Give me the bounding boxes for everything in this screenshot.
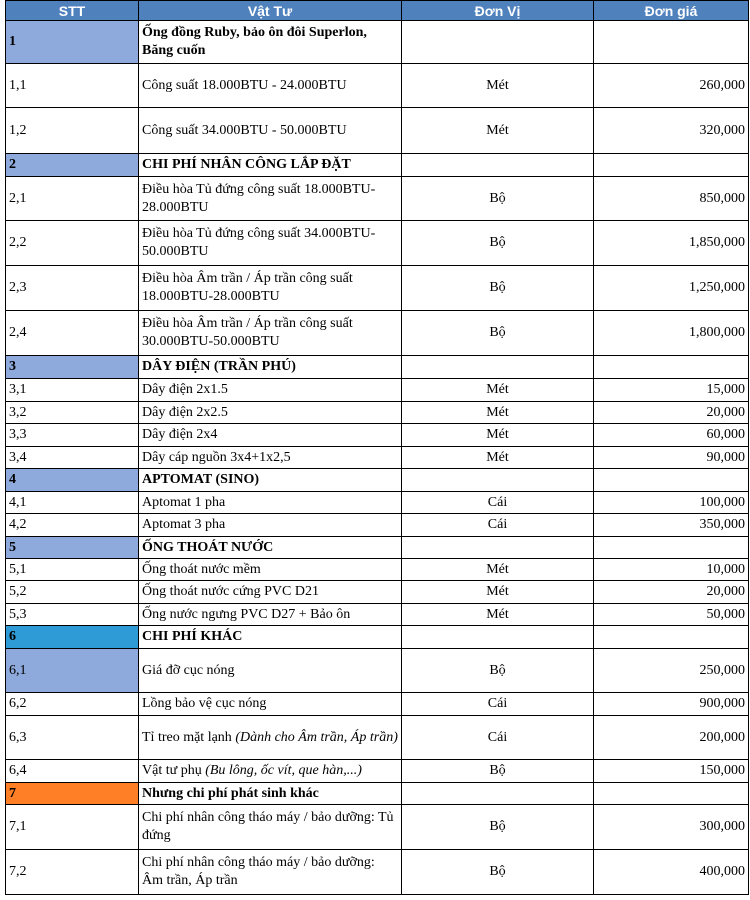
row-price: 100,000 — [594, 492, 749, 514]
row-item-text: Tỉ treo mặt lạnh — [142, 729, 236, 745]
row-unit: Bộ — [402, 311, 594, 356]
table-row — [6, 402, 749, 424]
section-number: 2 — [6, 154, 139, 177]
section-number: 1 — [6, 21, 139, 64]
section-title: ỐNG THOÁT NƯỚC — [139, 537, 402, 559]
table-row — [6, 221, 749, 266]
row-unit: Mét — [402, 379, 594, 402]
section-row — [6, 537, 749, 559]
row-number: 2,2 — [6, 221, 139, 266]
row-price: 1,250,000 — [594, 266, 749, 311]
price-table — [5, 0, 749, 895]
row-number: 4,2 — [6, 514, 139, 537]
row-price: 320,000 — [594, 108, 749, 154]
row-price: 850,000 — [594, 177, 749, 221]
table-body — [6, 21, 749, 895]
table-row — [6, 559, 749, 581]
row-number: 2,1 — [6, 177, 139, 221]
row-price: 50,000 — [594, 604, 749, 626]
row-item: Chi phí nhân công tháo máy / bảo dưỡng: Tủ đứng — [139, 805, 402, 850]
row-number: 2,4 — [6, 311, 139, 356]
section-title: DÂY ĐIỆN (TRẦN PHÚ) — [139, 356, 402, 379]
row-unit: Bộ — [402, 177, 594, 221]
section-number: 5 — [6, 537, 139, 559]
table-row — [6, 379, 749, 402]
row-item: Giá đỡ cục nóng — [139, 649, 402, 693]
table-row — [6, 850, 749, 895]
row-number: 5,2 — [6, 581, 139, 604]
row-unit: Mét — [402, 604, 594, 626]
row-item: Dây điện 2x2.5 — [139, 402, 402, 424]
row-item: Công suất 18.000BTU - 24.000BTU — [139, 64, 402, 108]
section-row — [6, 356, 749, 379]
row-price: 10,000 — [594, 559, 749, 581]
row-number: 3,1 — [6, 379, 139, 402]
row-price: 150,000 — [594, 760, 749, 783]
header-row — [6, 1, 749, 21]
row-item: Dây cáp nguồn 3x4+1x2,5 — [139, 447, 402, 469]
section-title: APTOMAT (SINO) — [139, 469, 402, 492]
row-unit: Mét — [402, 424, 594, 447]
table-row — [6, 581, 749, 604]
row-unit: Cái — [402, 514, 594, 537]
row-price: 200,000 — [594, 716, 749, 760]
column-header-stt: STT — [6, 1, 139, 21]
row-unit: Mét — [402, 64, 594, 108]
row-price: 300,000 — [594, 805, 749, 850]
row-item: Điều hòa Âm trần / Áp trần công suất 30.000BTU-50.000BTU — [139, 311, 402, 356]
row-number: 3,2 — [6, 402, 139, 424]
row-number: 6,1 — [6, 649, 139, 693]
table-row — [6, 108, 749, 154]
table-row — [6, 604, 749, 626]
section-title: CHI PHÍ NHÂN CÔNG LẮP ĐẶT — [139, 154, 402, 177]
row-number: 1,1 — [6, 64, 139, 108]
row-unit: Mét — [402, 447, 594, 469]
row-unit: Mét — [402, 581, 594, 604]
row-item: Chi phí nhân công tháo máy / bảo dưỡng: Âm trần, Áp trần — [139, 850, 402, 895]
row-price: 20,000 — [594, 402, 749, 424]
row-number: 3,3 — [6, 424, 139, 447]
section-row — [6, 469, 749, 492]
table-row — [6, 492, 749, 514]
table-row — [6, 64, 749, 108]
row-item: Dây điện 2x1.5 — [139, 379, 402, 402]
row-item: Điều hòa Âm trần / Áp trần công suất 18.000BTU-28.000BTU — [139, 266, 402, 311]
row-price: 1,800,000 — [594, 311, 749, 356]
row-item: Công suất 34.000BTU - 50.000BTU — [139, 108, 402, 154]
row-item: Điều hòa Tủ đứng công suất 34.000BTU-50.000BTU — [139, 221, 402, 266]
row-item: Lồng bảo vệ cục nóng — [139, 693, 402, 716]
row-unit: Mét — [402, 108, 594, 154]
row-number: 4,1 — [6, 492, 139, 514]
row-item: Dây điện 2x4 — [139, 424, 402, 447]
column-header-item: Vật Tư — [139, 1, 402, 21]
section-row — [6, 626, 749, 649]
row-unit: Mét — [402, 402, 594, 424]
row-unit: Cái — [402, 693, 594, 716]
row-item: Ống thoát nước cứng PVC D21 — [139, 581, 402, 604]
table-row — [6, 693, 749, 716]
section-number: 3 — [6, 356, 139, 379]
row-number: 3,4 — [6, 447, 139, 469]
row-number: 6,4 — [6, 760, 139, 783]
section-row — [6, 21, 749, 64]
row-unit: Bộ — [402, 805, 594, 850]
row-price: 60,000 — [594, 424, 749, 447]
column-header-price: Đơn giá — [594, 1, 749, 21]
row-price: 400,000 — [594, 850, 749, 895]
row-unit: Cái — [402, 716, 594, 760]
row-price: 90,000 — [594, 447, 749, 469]
row-number: 5,3 — [6, 604, 139, 626]
section-title: Ống đồng Ruby, bảo ôn đôi Superlon, Băng cuốn — [139, 21, 402, 64]
section-number: 4 — [6, 469, 139, 492]
table-row — [6, 760, 749, 783]
row-item — [139, 716, 402, 760]
row-item: Ống nước ngưng PVC D27 + Bảo ôn — [139, 604, 402, 626]
table-row — [6, 649, 749, 693]
row-number: 5,1 — [6, 559, 139, 581]
row-number: 6,2 — [6, 693, 139, 716]
row-item-note: (Dành cho Âm trần, Áp trần) — [235, 729, 398, 745]
table-row — [6, 311, 749, 356]
row-number: 7,1 — [6, 805, 139, 850]
table-row — [6, 447, 749, 469]
row-unit: Bộ — [402, 850, 594, 895]
row-price: 20,000 — [594, 581, 749, 604]
row-number: 6,3 — [6, 716, 139, 760]
row-item-text: Vật tư phụ — [142, 763, 206, 778]
row-item: Điều hòa Tủ đứng công suất 18.000BTU-28.000BTU — [139, 177, 402, 221]
column-header-unit: Đơn Vị — [402, 1, 594, 21]
section-row — [6, 154, 749, 177]
row-price: 260,000 — [594, 64, 749, 108]
row-unit: Bộ — [402, 266, 594, 311]
table-row — [6, 514, 749, 537]
section-number: 6 — [6, 626, 139, 649]
section-row — [6, 783, 749, 805]
row-unit: Mét — [402, 559, 594, 581]
row-price: 250,000 — [594, 649, 749, 693]
row-price: 350,000 — [594, 514, 749, 537]
row-item-note: (Bu lông, ốc vít, que hàn,...) — [205, 763, 362, 778]
table-row — [6, 177, 749, 221]
section-title: CHI PHÍ KHÁC — [139, 626, 402, 649]
row-price: 900,000 — [594, 693, 749, 716]
row-unit: Cái — [402, 492, 594, 514]
row-item — [139, 760, 402, 783]
row-number: 7,2 — [6, 850, 139, 895]
row-item: Aptomat 3 pha — [139, 514, 402, 537]
row-number: 2,3 — [6, 266, 139, 311]
row-price: 1,850,000 — [594, 221, 749, 266]
section-title: Nhưng chi phí phát sinh khác — [139, 783, 402, 805]
table-row — [6, 805, 749, 850]
row-unit: Bộ — [402, 649, 594, 693]
row-unit: Bộ — [402, 760, 594, 783]
row-unit: Bộ — [402, 221, 594, 266]
row-price: 15,000 — [594, 379, 749, 402]
row-item: Ống thoát nước mềm — [139, 559, 402, 581]
row-item: Aptomat 1 pha — [139, 492, 402, 514]
section-number: 7 — [6, 783, 139, 805]
table-row — [6, 424, 749, 447]
table-row — [6, 266, 749, 311]
table-row — [6, 716, 749, 760]
row-number: 1,2 — [6, 108, 139, 154]
